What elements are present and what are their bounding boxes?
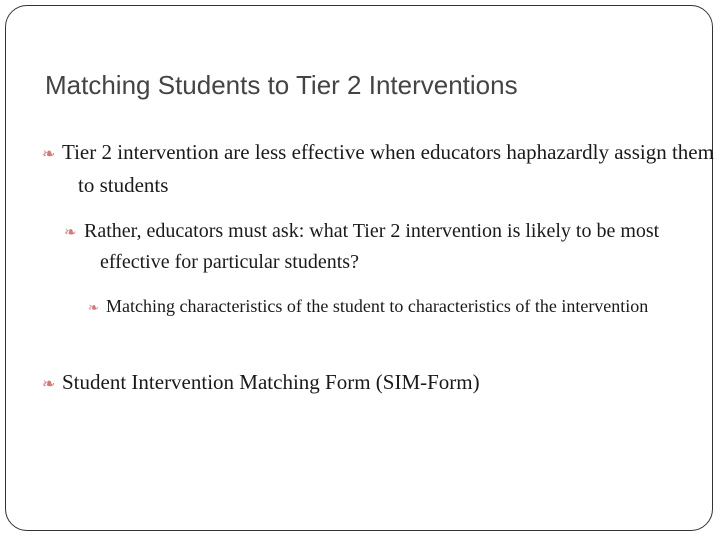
bullet-level-2 <box>82 216 720 278</box>
bullet-text: Matching characteristics of the student to characteristics of the intervention <box>106 296 649 316</box>
slide-title: Matching Students to Tier 2 Interventions <box>45 70 518 100</box>
bullet-level-1 <box>60 366 718 399</box>
bullet-text: Tier 2 intervention are less effective when educators haphazardly assign them to students <box>62 140 714 197</box>
bullet-level-3 <box>104 293 720 321</box>
bullet-text: Student Intervention Matching Form (SIM-Form) <box>62 370 480 394</box>
bullet-text: Rather, educators must ask: what Tier 2 intervention is likely to be most effective for particular students? <box>84 220 660 273</box>
bullet-level-1 <box>60 136 718 201</box>
